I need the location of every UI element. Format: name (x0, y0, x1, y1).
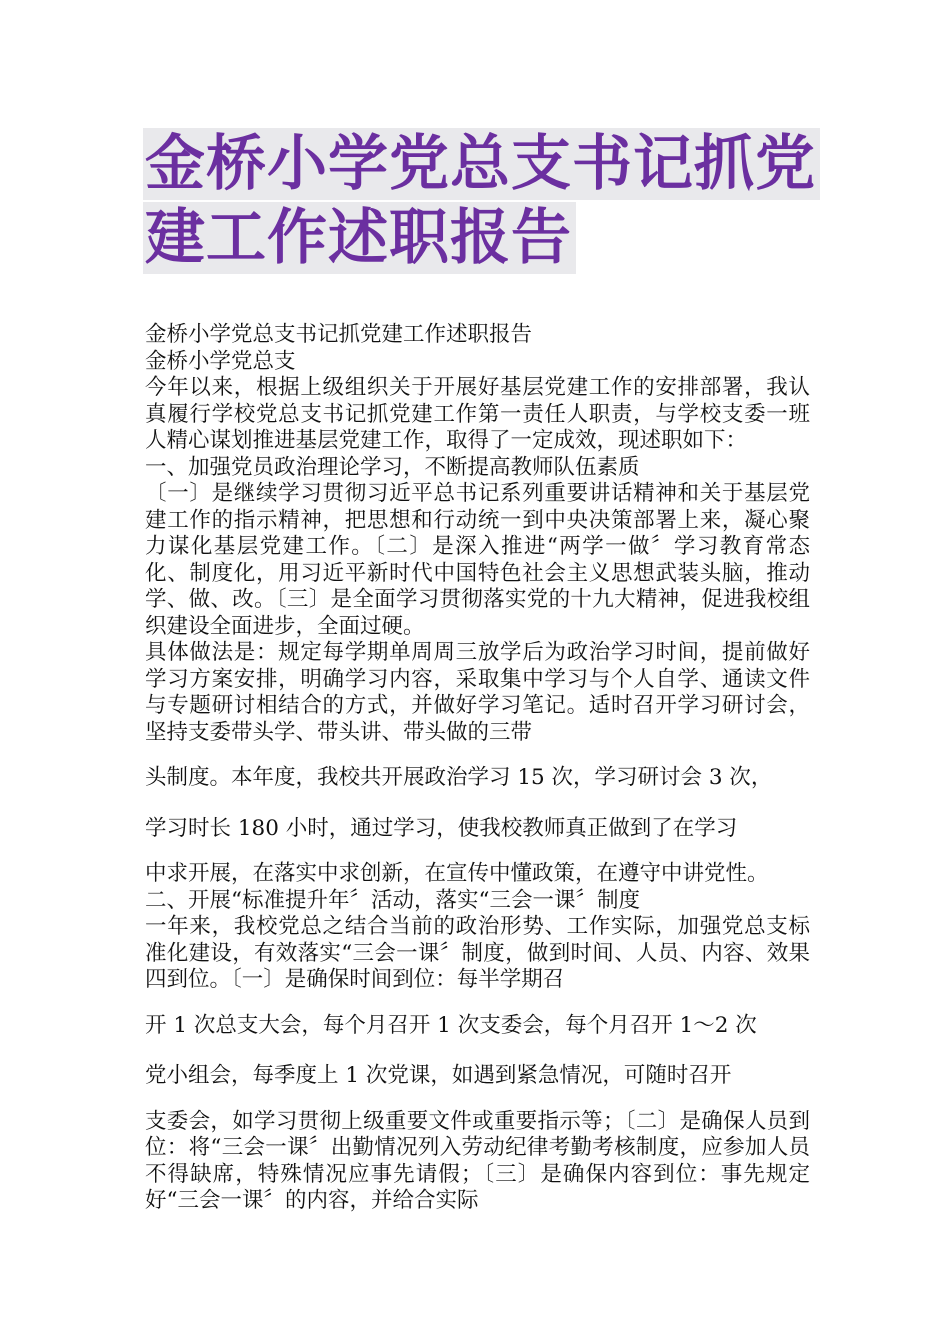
document-body (145, 322, 810, 1215)
section-1-paragraph-1: 〔一〕是继续学习贯彻习近平总书记系列重要讲话精神和关于基层党建工作的指示精神，把思想和行动统一到中央决策部署上来，凝心聚力谋化基层党建工作。〔二〕是深入推进“两学一做〞学习教育常态化、制度化，用习近平新时代中国特色社会主义思想武装头脑，推动学、做、改。〔三〕是全面学习贯彻落实党的十九大精神，促进我校组织建设全面进步，全面过硬。 (145, 481, 810, 639)
section-1-line-c: 中求开展，在落实中求创新，在宣传中懂政策，在遵守中讲党性。 (145, 861, 769, 886)
section-1-line-a: 头制度。本年度，我校共开展政治学习 15 次，学习研讨会 3 次， (145, 765, 773, 790)
document-title (143, 128, 823, 273)
section-heading-1: 一、加强党员政治理论学习，不断提高教师队伍素质 (145, 454, 640, 480)
section-2-paragraph-1: 一年来，我校党总之结合当前的政治形势、工作实际，加强党总支标准化建设，有效落实“三会一课〞制度，做到时间、人员、内容、效果四到位。〔一〕是确保时间到位：每半学期召 (145, 914, 810, 992)
section-2-line-a: 开 1 次总支大会，每个月召开 1 次支委会，每个月召开 1～2 次 (145, 1012, 757, 1038)
section-2-paragraph-2: 支委会，如学习贯彻上级重要文件或重要指示等；〔二〕是确保人员到位：将“三会一课〞出勤情况列入劳动纪律考勤考核制度，应参加人员不得缺席，特殊情况应事先请假；〔三〕是确保内容到位：事先规定好“三会一课〞的内容，并给合实际 (145, 1108, 810, 1213)
section-heading-2: 二、开展“标准提升年〞活动，落实“三会一课〞制度 (145, 887, 640, 913)
heading-title-repeat: 金桥小学党总支书记抓党建工作述职报告 (145, 322, 533, 347)
section-1-line-b: 学习时长 180 小时，通过学习，使我校教师真正做到了在学习 (145, 815, 738, 841)
intro-paragraph: 今年以来，根据上级组织关于开展好基层党建工作的安排部署，我认真履行学校党总支书记抓党建工作第一责任人职责，与学校支委一班人精心谋划推进基层党建工作，取得了一定成效，现述职如下： (145, 375, 810, 453)
title-line-1: 金桥小学党总支书记抓党 (143, 128, 820, 200)
section-1-paragraph-2: 具体做法是：规定每学期单周周三放学后为政治学习时间，提前做好学习方案安排，明确学习内容，采取集中学习与个人自学、通读文件与专题研讨相结合的方式，并做好学习笔记。适时召开学习研讨会，坚持支委带头学、带头讲、带头做的三带 (145, 640, 810, 745)
title-line-2: 建工作述职报告 (143, 202, 576, 274)
author-line: 金桥小学党总支 (145, 348, 296, 374)
section-2-line-b: 党小组会，每季度上 1 次党课，如遇到紧急情况，可随时召开 (145, 1063, 732, 1088)
